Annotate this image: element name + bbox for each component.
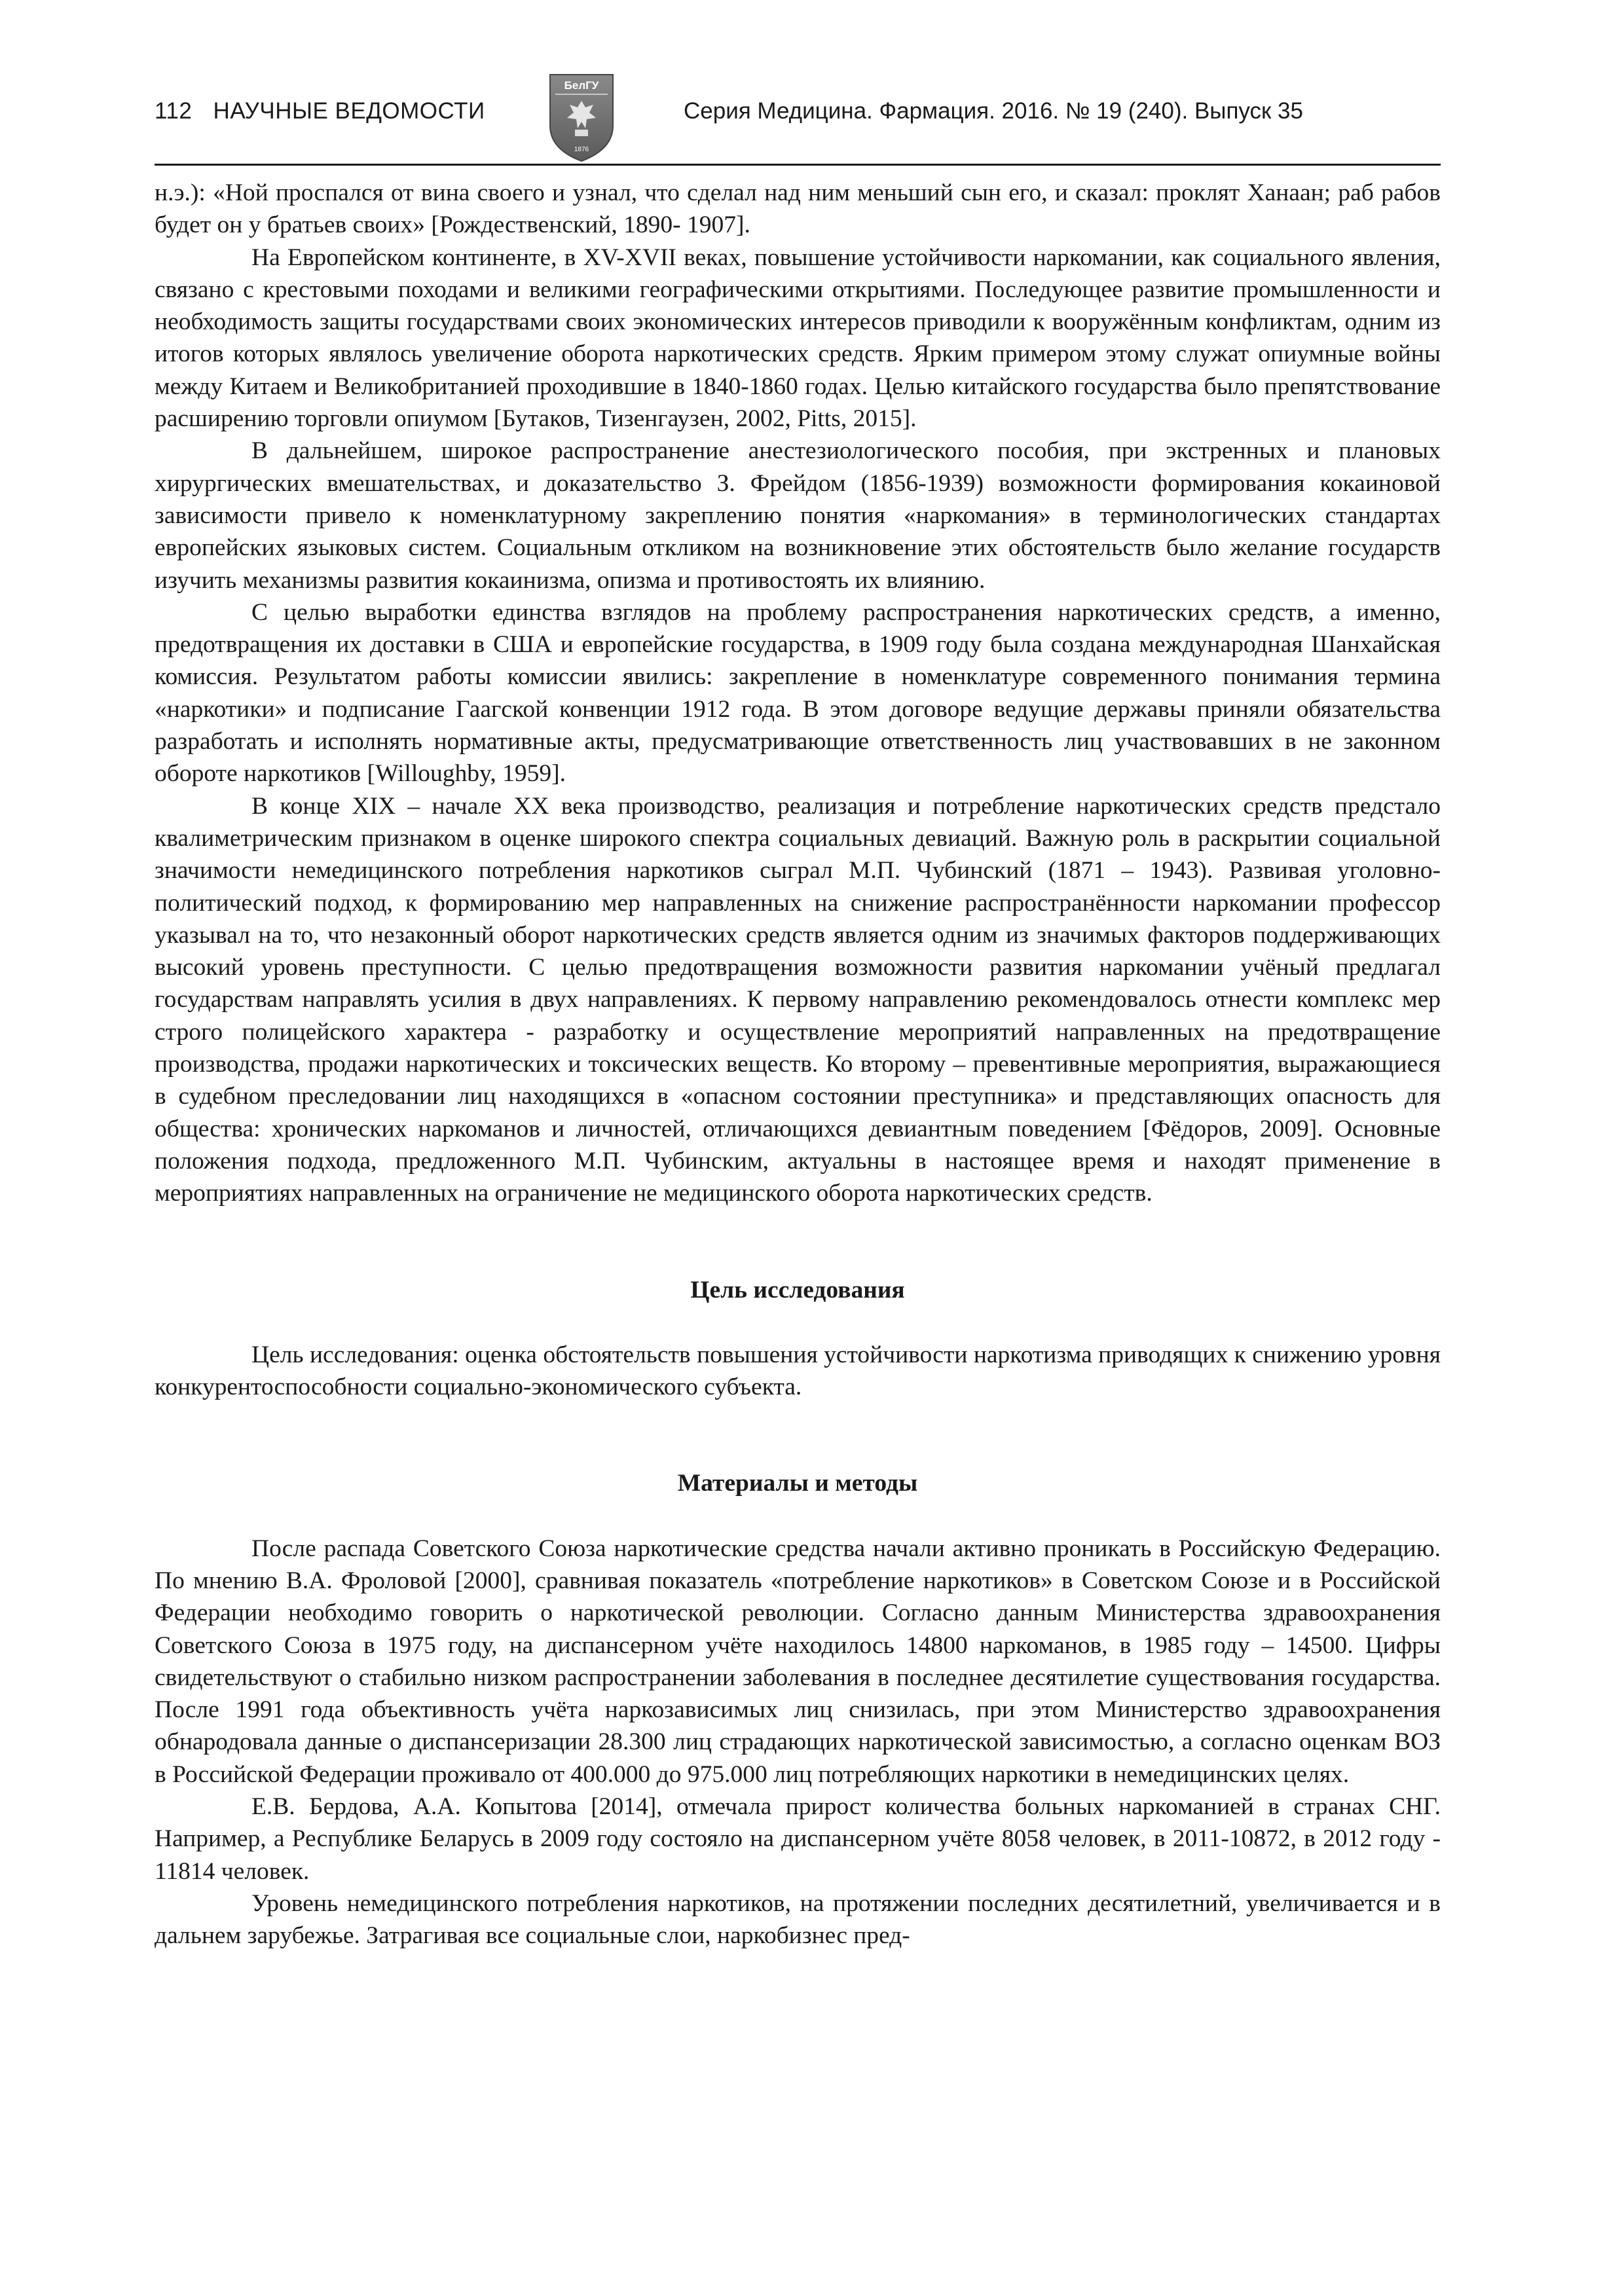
spacer bbox=[155, 1403, 1441, 1467]
spacer bbox=[155, 1306, 1441, 1339]
paragraph-1: н.э.): «Ной проспался от вина своего и узнал, что сделал над ним меньший сын его, и сказал: проклят Ханаан; раб рабов будет он у братьев своих» [Рождественский, 1890- 1907]. bbox=[155, 179, 1441, 239]
paragraph-aim: Цель исследования: оценка обстоятельств повышения устойчивости наркотизма приводящих к снижению уровня конкурентоспособности социально-экономического субъекта. bbox=[155, 1341, 1441, 1401]
spacer bbox=[155, 1210, 1441, 1274]
header-divider bbox=[155, 164, 1441, 166]
crest-text: БелГУ bbox=[564, 79, 599, 92]
page-number: 112 bbox=[155, 98, 193, 124]
journal-name: НАУЧНЫЕ ВЕДОМОСТИ bbox=[213, 98, 485, 124]
section-heading-aim: Цель исследования bbox=[690, 1276, 905, 1303]
paragraph-4: С целью выработки единства взглядов на проблему распространения наркотических средств, а именно, предотвращения их доставки в США и европейские государства, в 1909 году была создана международная Шанхайская комиссия. Результатом работы комиссии явились: закрепление в номенклатуре современного понимания термина «наркотики» и подписание Гаагской конвенции 1912 года. В этом договоре ведущие державы приняли обязательства разработать и исполнять нормативные акты, предусматривающие ответственность лиц участвовавших в не законном обороте наркотиков [Willoughby, 1959]. bbox=[155, 598, 1441, 788]
section-heading-methods: Материалы и методы bbox=[677, 1470, 918, 1497]
paragraph-3: В дальнейшем, широкое распространение анестезиологического пособия, при экстренных и плановых хирургических вмешательствах, и доказательство З. Фрейдом (1856-1939) возможности формирования кокаиновой зависимости привело к номенклатурному закреплению понятия «наркомания» в терминологических стандартах европейских языковых систем. Социальным откликом на возникновение этих обстоятельств было желание государств изучить механизмы развития кокаинизма, опизма и противостоять их влиянию. bbox=[155, 437, 1441, 594]
crest-graphic bbox=[545, 72, 618, 164]
crest-year: 1876 bbox=[574, 146, 589, 153]
article-body bbox=[155, 177, 1441, 1952]
university-crest-icon bbox=[545, 72, 618, 164]
running-head-left bbox=[155, 98, 485, 124]
paragraph-5: В конце XIX – начале XX века производство, реализация и потребление наркотических средств предстало квалиметрическим признаком в оценке широкого спектра социальных девиаций. Важную роль в раскрытии социальной значимости немедицинского потребления наркотиков сыграл М.П. Чубинский (1871 – 1943). Развивая уголовно-политический подход, к формированию мер направленных на снижение распространённости наркомании профессор указывал на то, что незаконный оборот наркотических средств является одним из значимых факторов поддерживающих высокий уровень преступности. С целью предотвращения возможности развития наркомании учёный предлагал государствам направлять усилия в двух направлениях. К первому направлению рекомендовалось отнести комплекс мер строго полицейского характера - разработку и осуществление мероприятий направленных на предотвращение производства, продажи наркотических и токсических веществ. Ко второму – превентивные мероприятия, выражающиеся в судебном преследовании лиц находящихся в «опасном состоянии преступника» и представляющих опасность для общества: хронических наркоманов и личностей, отличающихся девиантным поведением [Фёдоров, 2009]. Основные положения подхода, предложенного М.П. Чубинским, актуальны в настоящее время и находят применение в мероприятиях направленных на ограничение не медицинского оборота наркотических средств. bbox=[155, 792, 1441, 1207]
paragraph-7: После распада Советского Союза наркотические средства начали активно проникать в Российскую Федерацию. По мнению В.А. Фроловой [2000], сравнивая показатель «потребление наркотиков» в Советском Союзе и в Российской Федерации необходимо говорить о наркотической революции. Согласно данным Министерства здравоохранения Советского Союза в 1975 году, на диспансерном учёте находилось 14800 наркоманов, в 1985 году – 14500. Цифры свидетельствуют о стабильно низком распространении заболевания в последнее десятилетие существования государства. После 1991 года объективность учёта наркозависимых лиц снизилась, при этом Министерство здравоохранения обнародовала данные о диспансеризации 28.300 лиц страдающих наркотической зависимостью, а согласно оценкам ВОЗ в Российской Федерации проживало от 400.000 до 975.000 лиц потребляющих наркотики в немедицинских целях. bbox=[155, 1535, 1441, 1788]
paragraph-8: Е.В. Бердова, А.А. Копытова [2014], отмечала прирост количества больных наркоманией в странах СНГ. Например, а Республике Беларусь в 2009 году состояло на диспансерном учёте 8058 человек, в 2011-10872, в 2012 году - 11814 человек. bbox=[155, 1793, 1441, 1885]
spacer bbox=[155, 1500, 1441, 1533]
series-info: Серия Медицина. Фармация. 2016. № 19 (240). Выпуск 35 bbox=[684, 98, 1303, 124]
paragraph-9: Уровень немедицинского потребления наркотиков, на протяжении последних десятилетний, увеличивается и в дальнем зарубежье. Затрагивая все социальные слои, наркобизнес пред- bbox=[155, 1889, 1441, 1950]
paragraph-2: На Европейском континенте, в XV-XVII веках, повышение устойчивости наркомании, как социального явления, связано с крестовыми походами и великими географическими открытиями. Последующее развитие промышленности и необходимость защиты государствами своих экономических интересов приводили к вооружённым конфликтам, одним из итогов которых являлось увеличение оборота наркотических средств. Ярким примером этому служат опиумные войны между Китаем и Великобританией проходившие в 1840-1860 годах. Целью китайского государства было препятствование расширению торговли опиумом [Бутаков, Тизенгаузен, 2002, Pitts, 2015]. bbox=[155, 244, 1441, 433]
page-header bbox=[155, 72, 1441, 169]
